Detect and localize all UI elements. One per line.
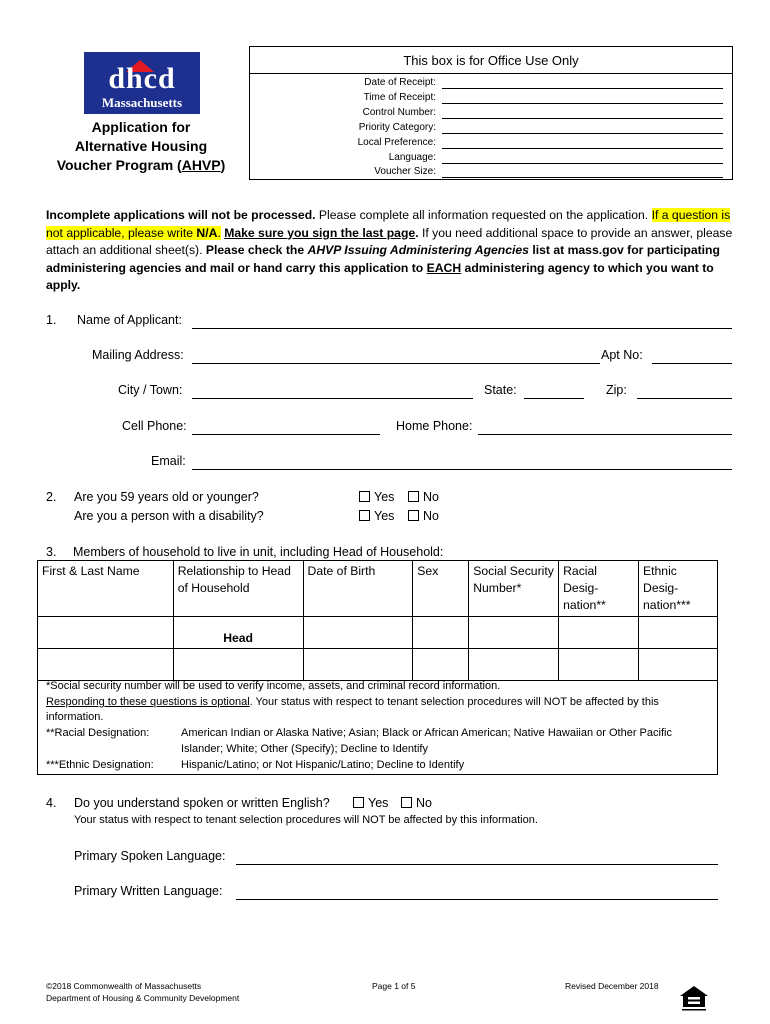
table-row[interactable] xyxy=(38,617,718,649)
col-ethnic: Ethnic Desig-nation*** xyxy=(639,561,718,617)
cell-phone-input[interactable] xyxy=(192,434,380,435)
household-title: Members of household to live in unit, including Head of Household: xyxy=(73,545,444,559)
disability-no-option[interactable]: No xyxy=(408,509,439,523)
department: Department of Housing & Community Development xyxy=(46,993,240,1003)
state-input[interactable] xyxy=(524,398,584,399)
col-dob: Date of Birth xyxy=(303,561,413,617)
col-relationship: Relationship to Head of Household xyxy=(173,561,303,617)
col-sex: Sex xyxy=(413,561,469,617)
copyright: ©2018 Commonwealth of Massachusetts xyxy=(46,981,202,991)
checkbox-icon xyxy=(408,491,419,502)
office-field-language[interactable]: Language: xyxy=(250,152,734,167)
home-phone-input[interactable] xyxy=(478,434,732,435)
email-input[interactable] xyxy=(192,469,732,470)
name-label: Name of Applicant: xyxy=(77,313,182,327)
age-question: Are you 59 years old or younger? xyxy=(74,490,259,504)
office-field-voucher-size[interactable]: Voucher Size: xyxy=(250,166,734,181)
english-question: Do you understand spoken or written English? xyxy=(74,796,330,810)
checkbox-icon xyxy=(359,491,370,502)
col-name: First & Last Name xyxy=(38,561,174,617)
col-racial: Racial Desig-nation** xyxy=(559,561,639,617)
apt-input[interactable] xyxy=(652,363,732,364)
checkbox-icon xyxy=(359,510,370,521)
divider xyxy=(250,73,732,74)
instructions-paragraph: Incomplete applications will not be processed. Please complete all information requested on the application. If a question is not applicable, please write N/A. Make sure you sign the last page. If you need additional space to provide an answer, please attach an additional sheet(s). Please check the AHVP Issuing Administering Agencies list at mass.gov for participating administering agencies and mail or hand carry this application to EACH administering agency to which you want to apply. xyxy=(46,208,733,292)
checkbox-icon xyxy=(408,510,419,521)
household-notes: *Social security number will be used to verify income, assets, and criminal record information. Responding to these questions is optional. Your status with respect to tenant selection procedures will NOT be affected by this information. **Racial Designation: American Indian or Alaska Native; Asian; Black or African American; Native Hawaiian or Other Pacific Islander; White; Other (Specify); Decline to Identify ***Ethnic Designation: Hispanic/Latino; or Not Hispanic/Latino; Decline to Identify xyxy=(37,678,718,775)
office-field-preference[interactable]: Local Preference: xyxy=(250,137,734,152)
racial-label: **Racial Designation: xyxy=(46,727,150,739)
state-label: State: xyxy=(484,383,517,397)
office-field-control[interactable]: Control Number: xyxy=(250,107,734,122)
cell-phone-label: Cell Phone: xyxy=(122,419,187,433)
written-language-label: Primary Written Language: xyxy=(74,884,223,898)
home-phone-label: Home Phone: xyxy=(396,419,473,433)
zip-input[interactable] xyxy=(637,398,732,399)
disability-question: Are you a person with a disability? xyxy=(74,509,264,523)
disability-yes-option[interactable]: Yes xyxy=(359,509,394,523)
question-2-number: 2. xyxy=(46,490,57,504)
mailing-address-label: Mailing Address: xyxy=(92,348,184,362)
email-label: Email: xyxy=(151,454,186,468)
ethnic-label: ***Ethnic Designation: xyxy=(46,759,154,771)
racial-options: American Indian or Alaska Native; Asian; Black or African American; Native Hawaiian or Other Pacific xyxy=(181,727,672,739)
dhcd-logo xyxy=(84,52,200,114)
office-field-time[interactable]: Time of Receipt: xyxy=(250,92,734,107)
zip-label: Zip: xyxy=(606,383,627,397)
mailing-address-input[interactable] xyxy=(192,363,600,364)
equal-housing-icon xyxy=(679,985,709,1013)
ethnic-options: Hispanic/Latino; or Not Hispanic/Latino; Decline to Identify xyxy=(181,759,465,771)
question-1-number: 1. xyxy=(46,313,57,327)
office-field-priority[interactable]: Priority Category: xyxy=(250,122,734,137)
revised-date: Revised December 2018 xyxy=(565,981,659,991)
table-header-row xyxy=(38,561,718,617)
table-row[interactable] xyxy=(38,649,718,681)
page-number: Page 1 of 5 xyxy=(372,981,416,991)
spoken-language-label: Primary Spoken Language: xyxy=(74,849,226,863)
logo-text: dhcd xyxy=(108,62,176,95)
english-yes-option[interactable]: Yes xyxy=(353,796,388,810)
office-use-box xyxy=(249,46,733,180)
logo-subtext: Massachusetts xyxy=(101,95,183,110)
spoken-language-input[interactable] xyxy=(236,864,718,865)
english-note: Your status with respect to tenant selection procedures will NOT be affected by this information. xyxy=(74,814,538,826)
question-3-number: 3. xyxy=(46,545,57,559)
apt-label: Apt No: xyxy=(601,348,643,362)
checkbox-icon xyxy=(401,797,412,808)
age-yes-option[interactable]: Yes xyxy=(359,490,394,504)
head-label: Head xyxy=(173,617,303,649)
name-input[interactable] xyxy=(192,328,732,329)
age-no-option[interactable]: No xyxy=(408,490,439,504)
col-ssn: Social Security Number* xyxy=(469,561,559,617)
english-no-option[interactable]: No xyxy=(401,796,432,810)
household-table xyxy=(37,560,718,681)
written-language-input[interactable] xyxy=(236,899,718,900)
question-4-number: 4. xyxy=(46,796,57,810)
optional-note: Responding to these questions is optional. Your status with respect to tenant selection procedures will NOT be affected by this xyxy=(46,696,659,708)
office-box-title: This box is for Office Use Only xyxy=(403,53,579,68)
office-field-date[interactable]: Date of Receipt: xyxy=(250,77,734,92)
ssn-note: *Social security number will be used to verify income, assets, and criminal record information. xyxy=(46,680,501,692)
city-label: City / Town: xyxy=(118,383,183,397)
city-input[interactable] xyxy=(192,398,473,399)
checkbox-icon xyxy=(353,797,364,808)
application-title: Application for Alternative Housing Voucher Program (AHVP) xyxy=(56,119,226,173)
